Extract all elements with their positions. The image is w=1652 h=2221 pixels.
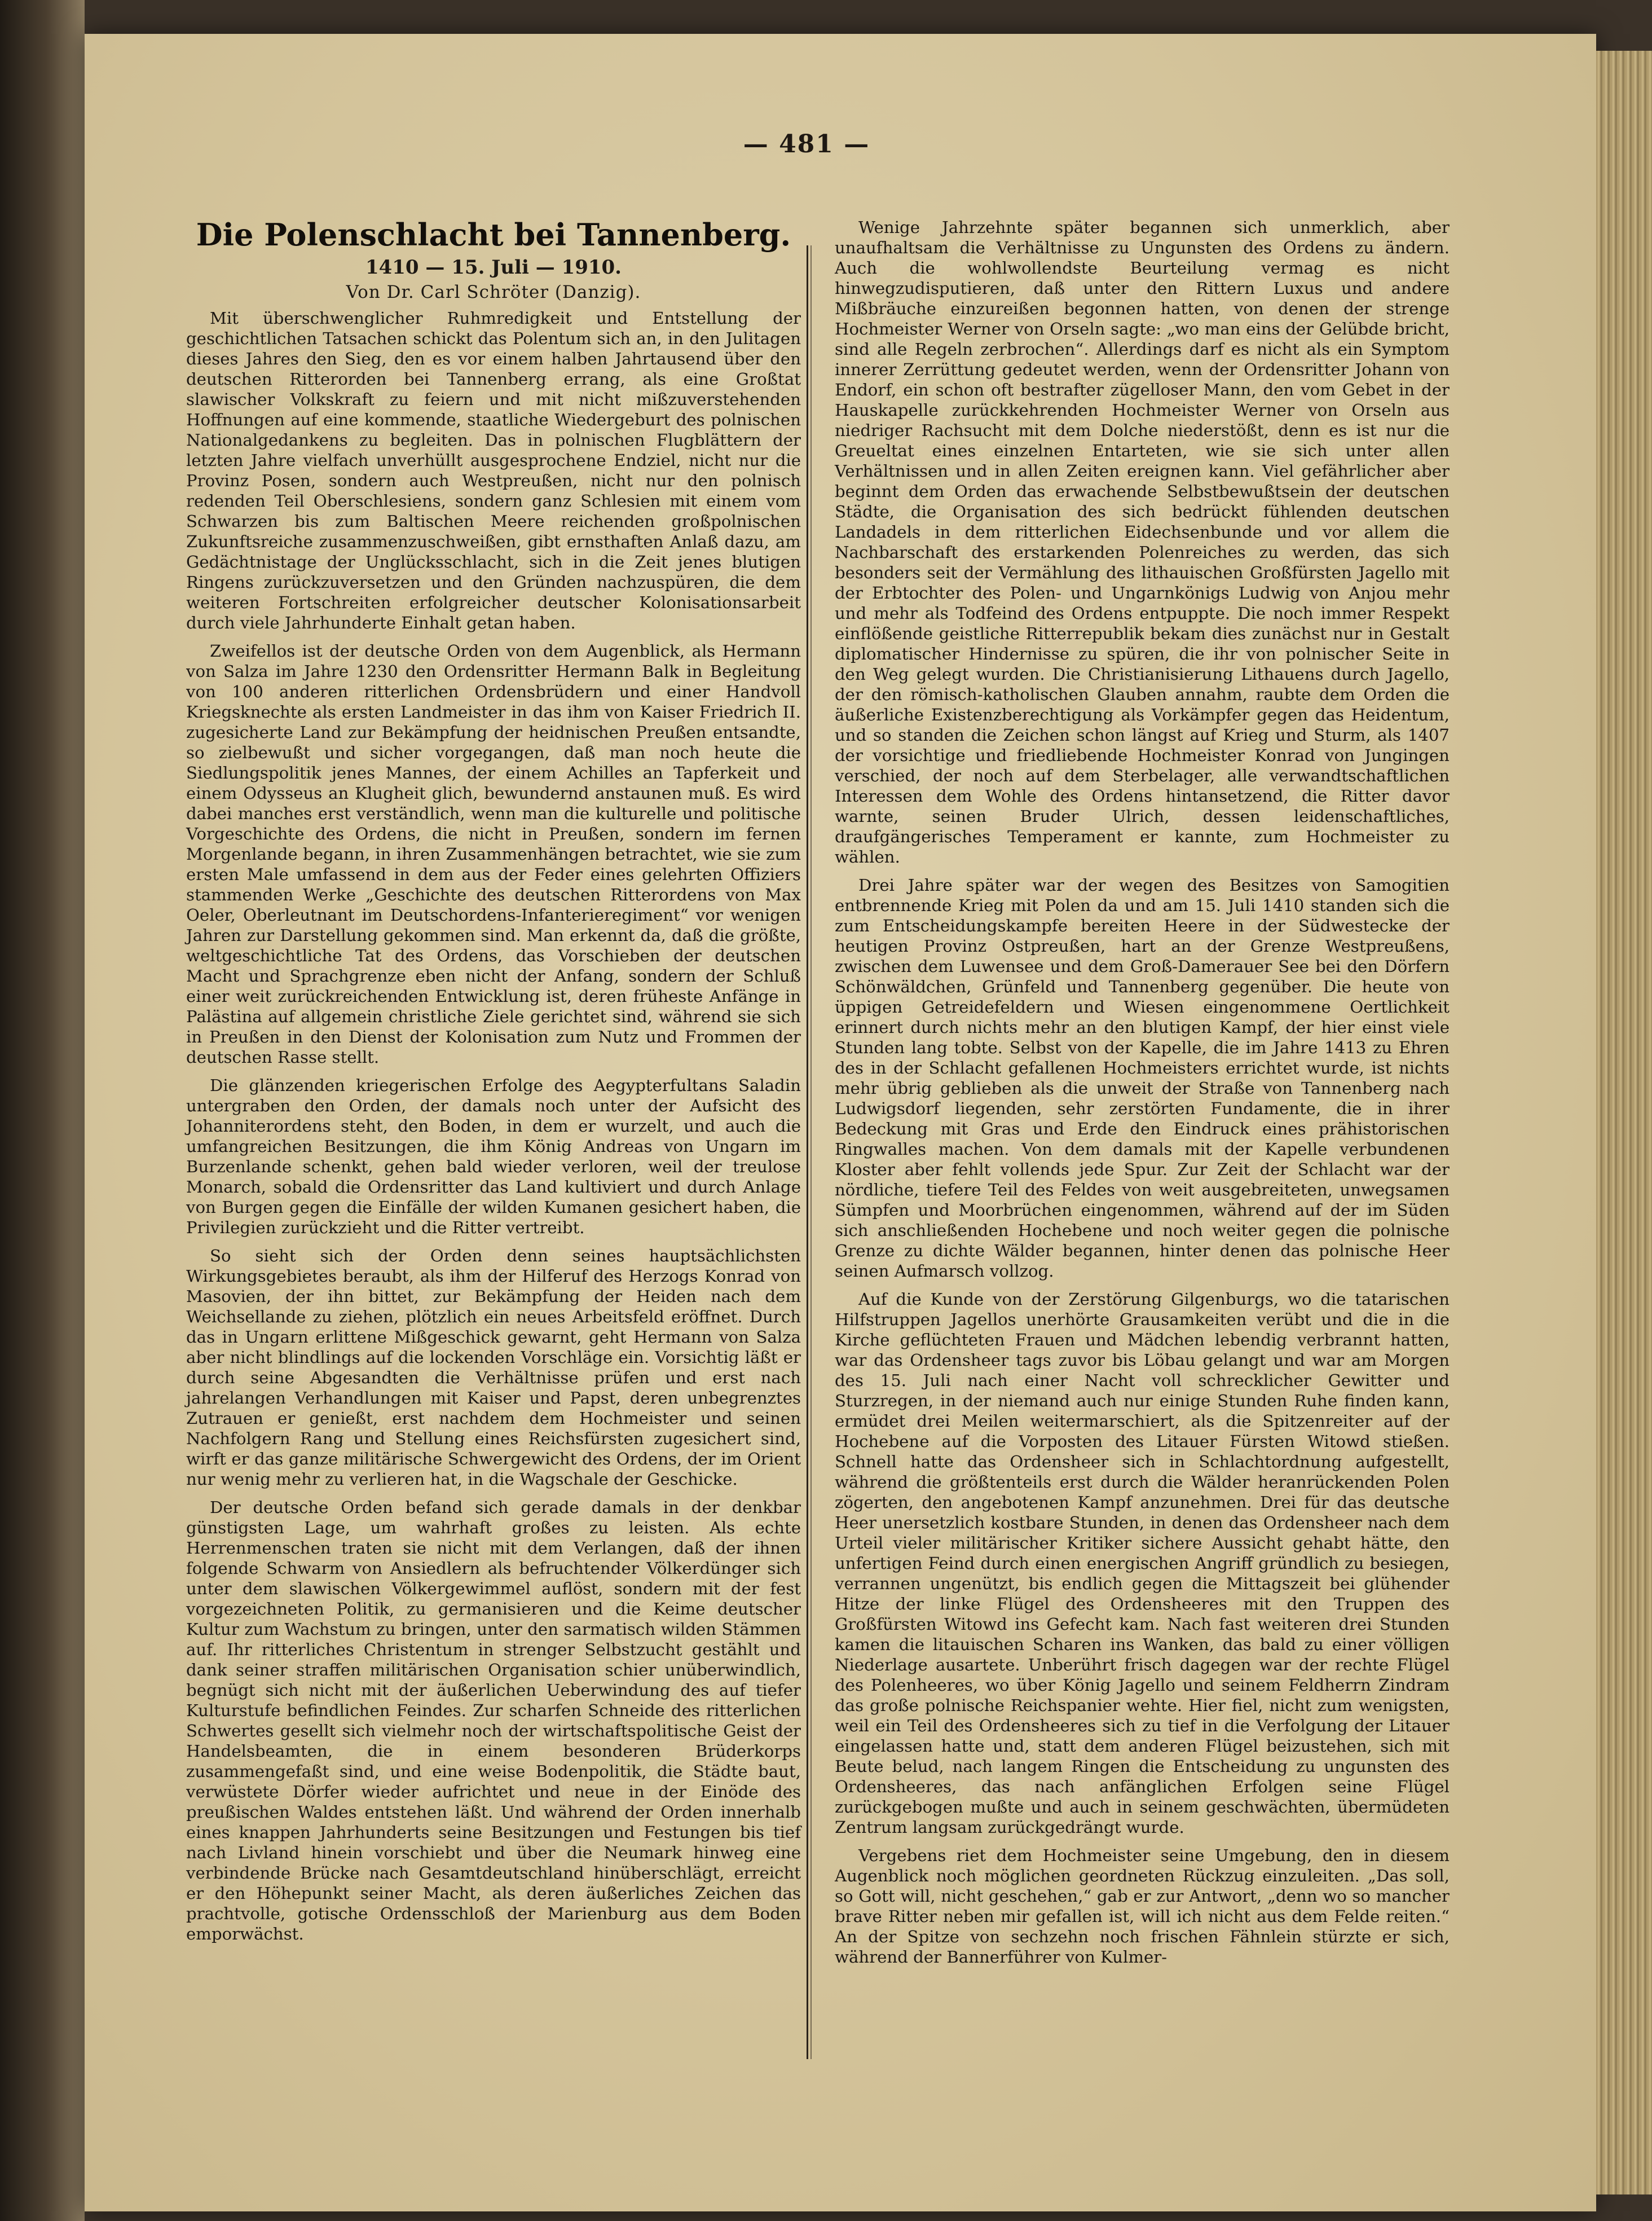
paragraph: Vergebens riet dem Hochmeister seine Umgebung, den in diesem Augenblick noch möglichen geordneten Rückzug einzuleiten. „Das soll, so Gott will, nicht geschehen,“ gab er zur Antwort, „denn wo so mancher brave Ritter neben mir gefallen ist, will ich nicht aus dem Felde reiten.“ An der Spitze von sechzehn noch frischen Fähnlein stürzte er sich, während der Bannerführer von Kulmer-	[835, 1846, 1450, 1967]
binding-shadow	[0, 0, 85, 2221]
paragraph: Wenige Jahrzehnte später begannen sich unmerklich, aber unaufhaltsam die Verhältnisse zu Ungunsten des Ordens zu ändern. Auch die wohlwollendste Beurteilung vermag es nicht hinwegzudisputieren, daß unter den Rittern Luxus und andere Mißbräuche einzureißen begonnen hatten, von denen der strenge Hochmeister Werner von Orseln sagte: „wo man eins der Gelübde bricht, sind alle Regeln zerbrochen“. Allerdings darf es nicht als ein Symptom innerer Zerrüttung gedeutet werden, wenn der Ordensritter Johann von Endorf, ein schon oft bestrafter zügelloser Mann, den vom Gebet in der Hauskapelle zurückkehrenden Hochmeister Werner von Orseln aus niedriger Rachsucht mit dem Dolche niederstößt, denn es ist nur die Greueltat eines einzelnen Entarteten, wie sie sich unter allen Verhältnissen und in allen Zeiten ereignen kann. Viel gefährlicher aber beginnt dem Orden das erwachende Selbstbewußtsein der deutschen Städte, die Organisation des sich bedrückt fühlenden deutschen Landadels in dem ritterlichen Eidechsenbunde und vor allem die Nachbarschaft des erstarkenden Polenreiches zu werden, das sich besonders seit der Vermählung des lithauischen Großfürsten Jagello mit der Erbtochter des Polen- und Ungarnkönigs Ludwig von Anjou mehr und mehr als Todfeind des Ordens entpuppte. Die noch immer Respekt einflößende geistliche Ritterrepublik bekam dies zunächst nur in Gestalt diplomatischer Hindernisse zu spüren, die ihr von polnischer Seite in den Weg gelegt wurden. Die Christianisierung Lithauens durch Jagello, der den römisch-katholischen Glauben annahm, raubte dem Orden die äußerliche Existenzberechtigung als Vorkämpfer gegen das Heidentum, und so standen die Zeichen schon längst auf Krieg und Sturm, als 1407 der vorsichtige und friedliebende Hochmeister Konrad von Jungingen verschied, der noch auf dem Sterbelager, alle verwandtschaftlichen Interessen dem Wohle des Ordens hintansetzend, die Ritter davor warnte, seinen Bruder Ulrich, dessen leidenschaftliches, draufgängerisches Temperament er kannte, zum Hochmeister zu wählen.	[835, 218, 1450, 867]
paragraph: Zweifellos ist der deutsche Orden von dem Augenblick, als Hermann von Salza im Jahre 1230 den Ordensritter Hermann Balk in Begleitung von 100 anderen ritterlichen Ordensbrüdern und einer Handvoll Kriegsknechte als ersten Landmeister in das ihm von Kaiser Friedrich II. zugesicherte Land zur Bekämpfung der heidnischen Preußen entsandte, so zielbewußt und sicher vorgegangen, daß man noch heute die Siedlungspolitik jenes Mannes, der einem Achilles an Tapferkeit und einem Odysseus an Klugheit glich, bewundernd anstaunen muß. Es wird dabei manches erst verständlich, wenn man die kulturelle und politische Vorgeschichte des Ordens, die nicht in Preußen, sondern im fernen Morgenlande begann, in ihren Zusammenhängen betrachtet, wie sie zum ersten Male umfassend in dem aus der Feder eines gelehrten Offiziers stammenden Werke „Geschichte des deutschen Ritterordens von Max Oeler, Oberleutnant im Deutschordens-Infanterieregiment“ vor wenigen Jahren zur Darstellung gekommen sind. Man erkennt da, daß die größte, weltgeschichtliche Tat des Ordens, das Vorschieben der deutschen Macht und Sprachgrenze eben nicht der Anfang, sondern der Schluß einer weit zurückreichenden Entwicklung ist, deren früheste Anfänge in Palästina auf allgemein christliche Ziele gerichtet sind, während sie sich in Preußen in den Dienst der Kolonisation zum Nutz und Frommen der deutschen Rasse stellt.	[186, 641, 801, 1067]
column-divider	[807, 245, 808, 2059]
page-number: — 481 —	[743, 130, 870, 159]
paragraph: Drei Jahre später war der wegen des Besitzes von Samogitien entbrennende Krieg mit Polen da und am 15. Juli 1410 standen sich die zum Entscheidungskampfe bereiten Heere in der Südwestecke der heutigen Provinz Ostpreußen, hart an der Grenze Westpreußens, zwischen dem Luwensee und dem Groß-Damerauer See bei den Dörfern Schönwäldchen, Grünfeld und Tannenberg gegenüber. Die heute von üppigen Getreidefeldern und Wiesen eingenommene Oertlichkeit erinnert durch nichts mehr an den blutigen Kampf, der hier einst viele Stunden lang tobte. Selbst von der Kapelle, die im Jahre 1413 zu Ehren des in der Schlacht gefallenen Hochmeisters errichtet wurde, ist nichts mehr übrig geblieben als die unweit der Straße von Tannenberg nach Ludwigsdorf liegenden, sehr zerstörten Fundamente, die in ihrer Bedeckung mit Gras und Erde den Eindruck eines prähistorischen Ringwalles machen. Von dem damals mit der Kapelle verbundenen Kloster aber fehlt vollends jede Spur. Zur Zeit der Schlacht war der nördliche, tiefere Teil des Feldes von weit ausgebreiteten, unwegsamen Sümpfen und Moorbrüchen eingenommen, während auf der im Süden sich anschließenden Hochebene und noch weiter gegen die polnische Grenze zu dichte Wälder begannen, hinter denen das polnische Heer seinen Aufmarsch vollzog.	[835, 876, 1450, 1281]
paragraph: Der deutsche Orden befand sich gerade damals in der denkbar günstigsten Lage, um wahrhaft großes zu leisten. Als echte Herrenmenschen traten sie nicht mit dem Verlangen, daß der ihnen folgende Schwarm von Ansiedlern als befruchtender Völkerdünger sich unter dem slawischen Völkergewimmel auflöst, sondern mit der fest vorgezeichneten Politik, zu germanisieren und die Keime deutscher Kultur zum Wachstum zu bringen, unter den sarmatisch wilden Stämmen auf. Ihr ritterliches Christentum in strenger Selbstzucht gestählt und dank seiner straffen militärischen Organisation schier unüberwindlich, begnügt sich nicht mit der äußerlichen Ueberwindung des auf tiefer Kulturstufe befindlichen Feindes. Zur scharfen Schneide des ritterlichen Schwertes gesellt sich vielmehr noch der wirtschaftspolitische Geist der Handelsbeamten, die in einem besonderen Brüderkorps zusammengefaßt sind, und eine weise Bodenpolitik, die Städte baut, verwüstete Dörfer wieder aufrichtet und neue in der Einöde des preußischen Waldes entstehen läßt. Und während der Orden innerhalb eines knappen Jahrhunderts seine Besitzungen und Festungen bis tief nach Livland hinein vorschiebt und über die Neumark hinweg eine verbindende Brücke nach Gesamtdeutschland hinüberschlägt, erreicht er den Höhepunkt seiner Macht, als deren äußerliches Zeichen das prachtvolle, gotische Ordensschloß der Marienburg aus dem Boden emporwächst.	[186, 1498, 801, 1943]
page-edge-stack	[1596, 51, 1652, 2194]
paragraph: Mit überschwenglicher Ruhmredigkeit und Entstellung der geschichtlichen Tatsachen schickt das Polentum sich an, in den Julitagen dieses Jahres den Sieg, den es vor einem halben Jahrtausend über den deutschen Ritterorden bei Tannenberg errang, als eine Großtat slawischer Volkskraft zu feiern und mit nicht mißzuverstehenden Hoffnungen auf eine kommende, staatliche Wiedergeburt des polnischen Nationalgedankens zu begleiten. Das in polnischen Flugblättern der letzten Jahre vielfach unverhüllt ausgesprochene Endziel, nicht nur die Provinz Posen, sondern auch Westpreußen, nicht nur den polnisch redenden Teil Oberschlesiens, sondern ganz Schlesien mit einem vom Schwarzen bis zum Baltischen Meere reichenden großpolnischen Zukunftsreiche zusammenzuschweißen, gibt ernsthaften Anlaß dazu, am Gedächtnistage der Unglücksschlacht, sich in die Zeit jenes blutigen Ringens zurückzuversetzen und den Gründen nachzuspüren, die dem weiteren Fortschreiten erfolgreicher deutscher Kolonisationsarbeit durch viele Jahrhunderte Einhalt getan haben.	[186, 309, 801, 632]
paragraph: Die glänzenden kriegerischen Erfolge des Aegypterfultans Saladin untergraben den Orden, der damals noch unter der Aufsicht des Johanniterordens steht, den Boden, in dem er wurzelt, und auch die umfangreichen Besitzungen, die ihm König Andreas von Ungarn im Burzenlande schenkt, gehen bald wieder verloren, weil der treulose Monarch, sobald die Ordensritter das Land kultiviert und durch Anlage von Burgen gegen die Einfälle der wilden Kumanen gesichert haben, die Privilegien zurückzieht und die Ritter vertreibt.	[186, 1076, 801, 1237]
paragraph: Auf die Kunde von der Zerstörung Gilgenburgs, wo die tatarischen Hilfstruppen Jagellos unerhörte Grausamkeiten verübt und die in die Kirche geflüchteten Frauen und Mädchen lebendig verbrannt hatten, war das Ordensheer tags zuvor bis Löbau gelangt und war am Morgen des 15. Juli nach einer Nacht voll schrecklicher Gewitter und Sturzregen, in der niemand auch nur einige Stunden Ruhe finden kann, ermüdet drei Meilen weitermarschiert, als die Spitzenreiter auf der Hochebene auf die Vorposten des Litauer Fürsten Witowd stießen. Schnell hatte das Ordensheer sich in Schlachtordnung aufgestellt, während die größtenteils erst durch die Wälder heranrückenden Polen zögerten, den angebotenen Kampf anzunehmen. Drei für das deutsche Heer unersetzlich kostbare Stunden, in denen das Ordensheer nach dem Urteil vieler militärischer Kritiker sichere Aussicht gehabt hätte, den unfertigen Feind durch einen energischen Angriff gründlich zu besiegen, verrannen ungenützt, bis endlich gegen die Mittagszeit bei glühender Hitze der linke Flügel des Ordensheeres mit den Truppen des Großfürsten Witowd ins Gefecht kam. Nach fast weiteren drei Stunden kamen die litauischen Scharen ins Wanken, das bald zu einer völligen Niederlage ausartete. Unberührt frisch dagegen war der rechte Flügel des Polenheeres, wo über König Jagello und seinem Feldherrn Zindram das große polnische Reichspanier wehte. Hier fiel, nicht zum wenigsten, weil ein Teil des Ordensheeres sich zu tief in die Verfolgung der Litauer eingelassen hatte und, statt dem anderen Flügel beizustehen, sich mit Beute belud, nach langem Ringen die Entscheidung zu ungunsten des Ordensheeres, das nach anfänglichen Erfolgen seine Flügel zurückgebogen mußte und auch in seinem geschwächten, übermüdeten Zentrum langsam zurückgedrängt wurde.	[835, 1290, 1450, 1837]
article-dateline: 1410 — 15. Juli — 1910.	[365, 256, 622, 279]
right-column	[835, 217, 1450, 1975]
column-divider-shadow	[810, 245, 812, 2059]
left-column	[186, 214, 801, 1952]
article-title: Die Polenschlacht bei Tannenberg.	[196, 217, 791, 253]
paragraph: So sieht sich der Orden denn seines hauptsächlichsten Wirkungsgebietes beraubt, als ihm der Hilferuf des Herzogs Konrad von Masovien, der ihn bittet, zur Bekämpfung der Heiden nach dem Weichsellande zu ziehen, plötzlich ein neues Arbeitsfeld eröffnet. Durch das in Ungarn erlittene Mißgeschick gewarnt, geht Hermann von Salza aber nicht blindlings auf die lockenden Vorschläge ein. Vorsichtig läßt er durch seine Abgesandten die Verhältnisse prüfen und erst nach jahrelangen Verhandlungen mit Kaiser und Papst, deren unbegrenztes Zutrauen er genießt, erst nachdem dem Hochmeister und seinen Nachfolgern Rang und Stellung eines Reichsfürsten zugesichert sind, wirft er das ganze militärische Schwergewicht des Ordens, der im Orient nur wenig mehr zu verlieren hat, in die Wagschale der Geschicke.	[186, 1246, 801, 1489]
article-byline: Von Dr. Carl Schröter (Danzig).	[346, 282, 641, 302]
